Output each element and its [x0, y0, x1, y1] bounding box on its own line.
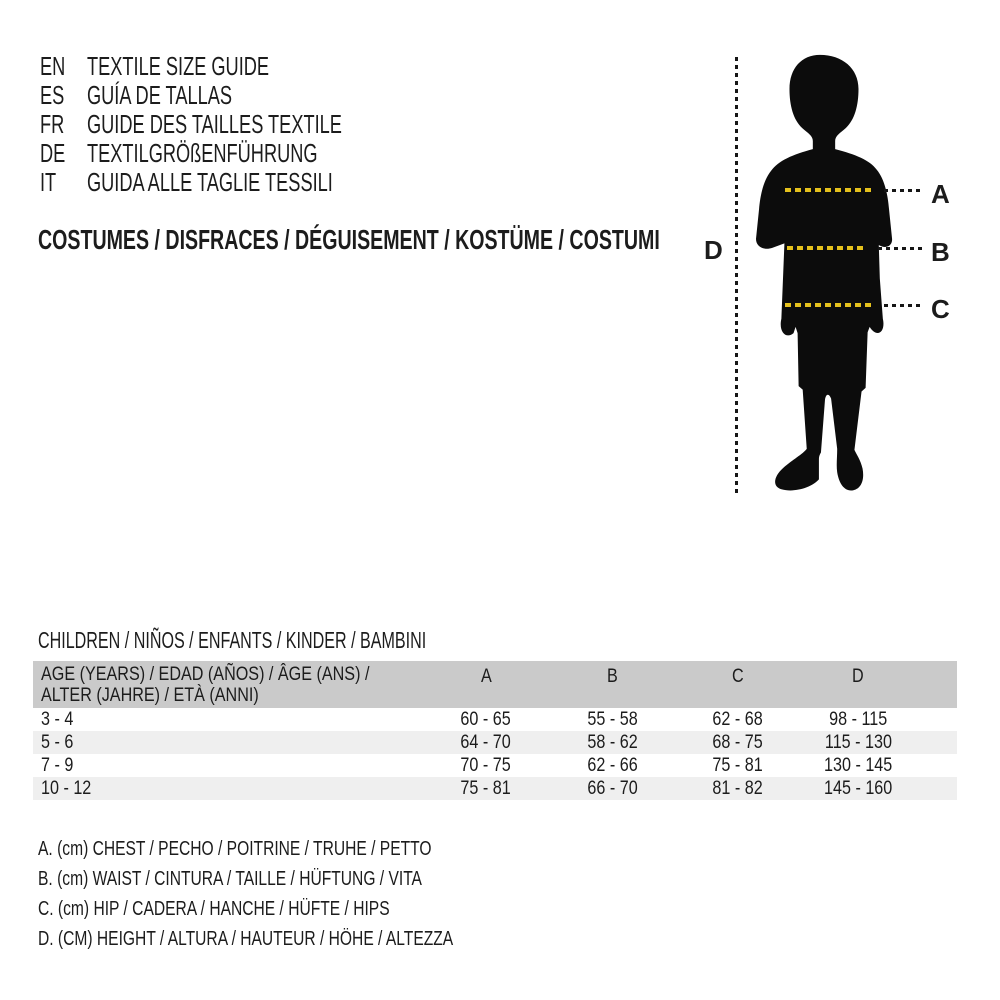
value-cell-a: 75 - 81	[460, 777, 512, 799]
waist-leader-line-b	[878, 247, 924, 250]
age-cell: 5 - 6	[41, 731, 74, 753]
measure-label-a: A	[931, 179, 950, 209]
language-code: FR	[40, 109, 65, 139]
value-cell-a: 64 - 70	[460, 731, 512, 753]
value-cell-b: 66 - 70	[587, 777, 638, 799]
measure-label-d: D	[704, 235, 723, 265]
language-title: TEXTILE SIZE GUIDE	[87, 51, 270, 81]
language-row-de	[40, 139, 451, 168]
language-code: EN	[40, 51, 66, 81]
value-cell-c: 62 - 68	[712, 708, 764, 730]
age-cell: 3 - 4	[41, 708, 74, 730]
language-title: GUIDA ALLE TAGLIE TESSILI	[87, 167, 333, 197]
value-cell-d: 130 - 145	[823, 754, 893, 776]
value-cell-d: 98 - 115	[828, 708, 888, 730]
value-cell-b: 55 - 58	[587, 708, 638, 730]
legend-line-a: A. (cm) CHEST / PECHO / POITRINE / TRUHE / PETTO	[38, 838, 432, 860]
table-header-row	[33, 661, 957, 708]
age-column-header: AGE (YEARS) / EDAD (AÑOS) / ÂGE (ANS) / ALTER (JAHRE) / ETÀ (ANNI)	[41, 664, 370, 706]
language-title: TEXTILGRÖßENFÜHRUNG	[87, 138, 318, 168]
category-title: COSTUMES / DISFRACES / DÉGUISEMENT / KOSTÜME / COSTUMI	[38, 224, 660, 255]
column-header-a: A	[480, 666, 492, 687]
chest-measure-line-a	[785, 188, 875, 192]
language-title-list	[40, 52, 451, 197]
table-row	[33, 777, 957, 800]
legend-line-b: B. (cm) WAIST / CINTURA / TAILLE / HÜFTUNG / VITA	[38, 868, 422, 890]
value-cell-a: 60 - 65	[460, 708, 512, 730]
column-header-b: B	[607, 666, 618, 687]
hip-leader-line-c	[884, 304, 924, 307]
value-cell-c: 81 - 82	[712, 777, 764, 799]
chest-leader-line-a	[884, 189, 924, 192]
legend-line-c: C. (cm) HIP / CADERA / HANCHE / HÜFTE / HIPS	[38, 898, 390, 920]
language-code: ES	[40, 80, 65, 110]
waist-measure-line-b	[787, 246, 863, 250]
value-cell-a: 70 - 75	[460, 754, 512, 776]
column-header-c: C	[732, 666, 744, 687]
value-cell-d: 145 - 160	[823, 777, 893, 799]
language-row-fr	[40, 110, 451, 139]
language-title: GUÍA DE TALLAS	[87, 80, 232, 110]
legend-line-d: D. (CM) HEIGHT / ALTURA / HAUTEUR / HÖHE / ALTEZZA	[38, 928, 454, 950]
section-title-children: CHILDREN / NIÑOS / ENFANTS / KINDER / BAMBINI	[38, 627, 427, 653]
hip-measure-line-c	[785, 303, 872, 307]
measure-label-c: C	[931, 294, 950, 324]
language-row-it	[40, 168, 451, 197]
height-measure-line-d	[735, 57, 738, 494]
table-row	[33, 708, 957, 731]
table-row	[33, 731, 957, 754]
value-cell-d: 115 - 130	[824, 731, 892, 753]
measure-label-b: B	[931, 237, 950, 267]
language-title: GUIDE DES TAILLES TEXTILE	[87, 109, 342, 139]
header-filler	[916, 661, 957, 708]
table-row	[33, 754, 957, 777]
value-cell-c: 75 - 81	[712, 754, 764, 776]
language-code: DE	[40, 138, 66, 168]
size-table	[33, 661, 957, 800]
language-row-en	[40, 52, 451, 81]
age-cell: 7 - 9	[41, 754, 74, 776]
measurement-legend	[38, 834, 570, 954]
language-row-es	[40, 81, 451, 110]
child-silhouette-figure	[756, 54, 893, 492]
value-cell-b: 62 - 66	[587, 754, 638, 776]
value-cell-b: 58 - 62	[587, 731, 638, 753]
language-code: IT	[40, 167, 57, 197]
column-header-d: D	[852, 666, 864, 687]
age-cell: 10 - 12	[41, 777, 92, 799]
value-cell-c: 68 - 75	[712, 731, 764, 753]
